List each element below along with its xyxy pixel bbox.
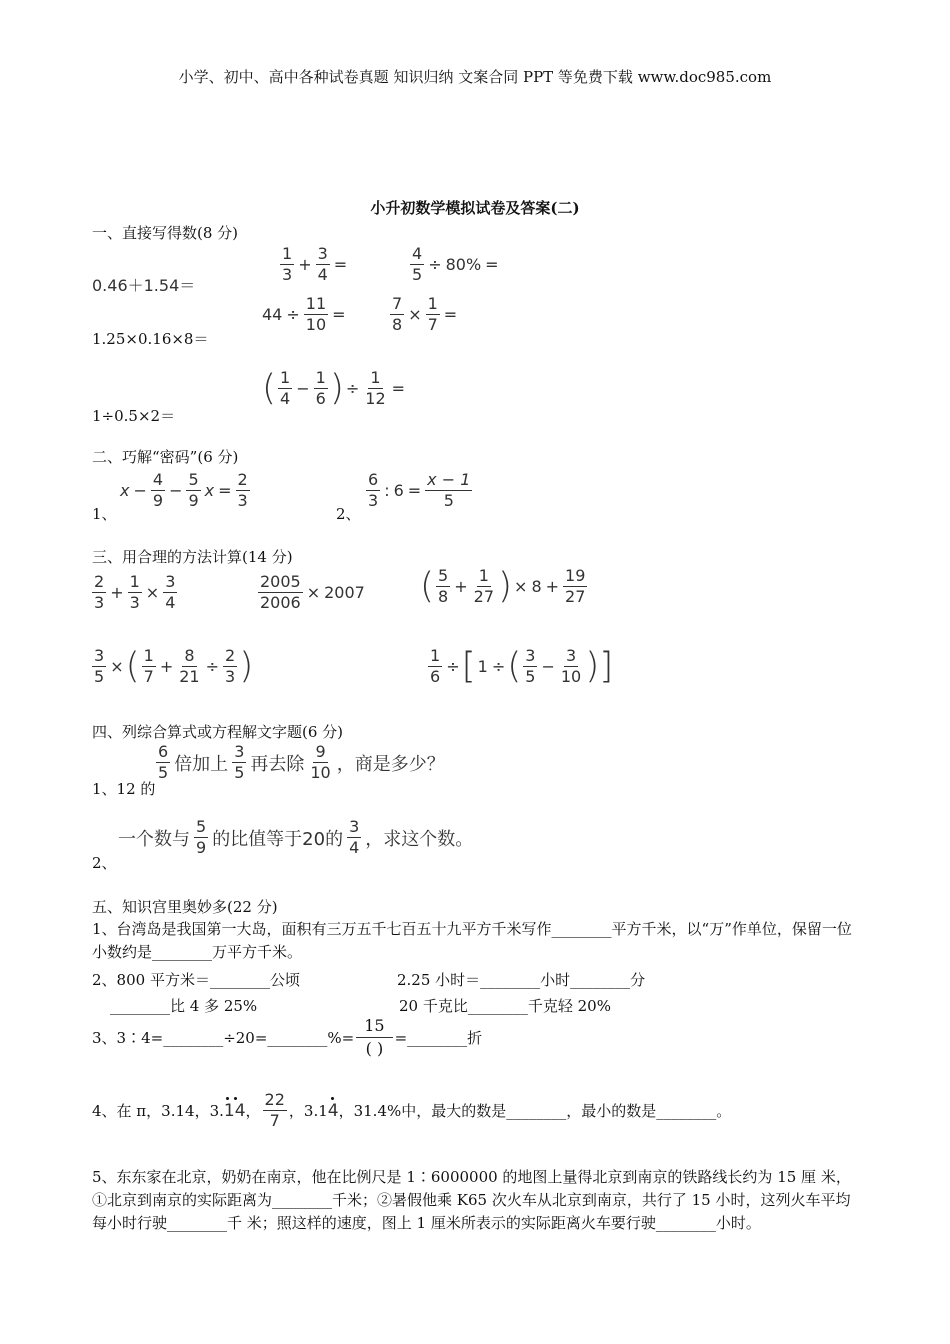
section-2-heading: 二、巧解“密码”(6 分) — [92, 448, 239, 466]
s5-q5: 5、东东家在北京，奶奶在南京，他在比例尺是 1∶6000000 的地图上量得北京到南京的铁路线长约为 15 厘 米，①北京到南京的实际距离为________千米；②暑假他乘 K65 次火车从北京到南京，共行了 15 小时，这列火车平均每小时行驶________千 米；照这样的速度，图上 1 厘米所表示的实际距离火车要行驶________小时。 — [92, 1168, 851, 1232]
page-header: 小学、初中、高中各种试卷真题 知识归纳 文案合同 PPT 等免费下载 www.doc985.com — [178, 68, 772, 86]
section-1-heading: 一、直接写得数(8 分) — [92, 224, 239, 242]
s1-frac-expr-3: 44 ÷ $\frac{11}{10}$ = — [262, 294, 346, 334]
s3-problem-5: $\frac{1}{6}$ ÷[ 1 ÷( $\frac{3}{5}$ − $\frac{3}{10}$ )] — [430, 645, 614, 687]
s1-q3: 1÷0.5×2＝ — [92, 407, 176, 425]
s3-problem-4: $\frac{3}{5}$ ×( $\frac{1}{7}$ + $\frac{8}{21}$ ÷ $\frac{2}{3}$ ) — [94, 645, 254, 687]
s3-problem-3: ( $\frac{5}{8}$ + $\frac{1}{27}$ ) × 8 + $\frac{19}{27}$ — [420, 565, 586, 607]
s2-equation-2: $\frac{6}{3}$ : 6 = $\frac{x - 1}{5}$ — [368, 470, 471, 510]
section-4-heading: 四、列综合算式或方程解文字题(6 分) — [92, 723, 344, 741]
section-5-heading: 五、知识宫里奥妙多(22 分) — [92, 898, 278, 916]
s2-label-1: 1、 — [92, 505, 117, 523]
s1-q2: 1.25×0.16×8＝ — [92, 330, 209, 348]
s1-frac-expr-5: ( $\frac{1}{4}$ − $\frac{1}{6}$ ) ÷ $\frac{1}{12}$ = — [262, 367, 406, 409]
s1-frac-expr-4: $\frac{7}{8}$ × $\frac{1}{7}$ = — [392, 294, 458, 334]
s2-equation-1: x − $\frac{4}{9}$ − $\frac{5}{9}$ x = $\frac{2}{3}$ — [120, 470, 248, 510]
s1-frac-expr-2: $\frac{4}{5}$ ÷ 80% = — [412, 244, 499, 284]
s4-q1-label: 1、12 的 — [92, 780, 156, 798]
s5-q2a: 2、800 平方米＝________公顷 — [92, 971, 300, 989]
s5-q2c: ________比 4 多 25% — [110, 997, 258, 1015]
page-title: 小升初数学模拟试卷及答案(二) — [370, 199, 580, 217]
s5-q3: 3、3∶4=________÷20=________%= 15 ( ) =________折 — [92, 1016, 483, 1058]
s5-q2d: 20 千克比________千克轻 20% — [399, 997, 611, 1015]
s4-q2-text: 一个数与 $\frac{5}{9}$ 的比值等于20的 $\frac{3}{4}$ ，求这个数。 — [118, 817, 474, 857]
s5-q1: 1、台湾岛是我国第一大岛，面积有三万五千七百五十九平方千米写作________平方千米，以“万”作单位，保留一位小数约是________万平方千米。 — [92, 920, 852, 961]
s4-q1-text: $\frac{6}{5}$ 倍加上 $\frac{3}{5}$ 再去除 $\frac{9}{10}$ ，商是多少？ — [158, 742, 445, 782]
s4-q2-label: 2、 — [92, 854, 117, 872]
s1-q1: 0.46＋1.54＝ — [92, 276, 196, 295]
s1-frac-expr-1: $\frac{1}{3}$ + $\frac{3}{4}$ = — [282, 244, 348, 284]
section-3-heading: 三、用合理的方法计算(14 分) — [92, 548, 293, 566]
s2-label-2: 2、 — [336, 505, 361, 523]
s3-problem-2: $\frac{2005}{2006}$ × 2007 — [260, 572, 365, 612]
s5-q2b: 2.25 小时＝________小时________分 — [397, 971, 646, 989]
s3-problem-1: $\frac{2}{3}$ + $\frac{1}{3}$ × $\frac{3}{4}$ — [94, 572, 176, 612]
s5-q4: 4、在 π，3.14，3. 14， $\frac{22}{7}$ ，3.1 4，31.4%中，最大的数是________，最小的数是________。 — [92, 1090, 732, 1130]
